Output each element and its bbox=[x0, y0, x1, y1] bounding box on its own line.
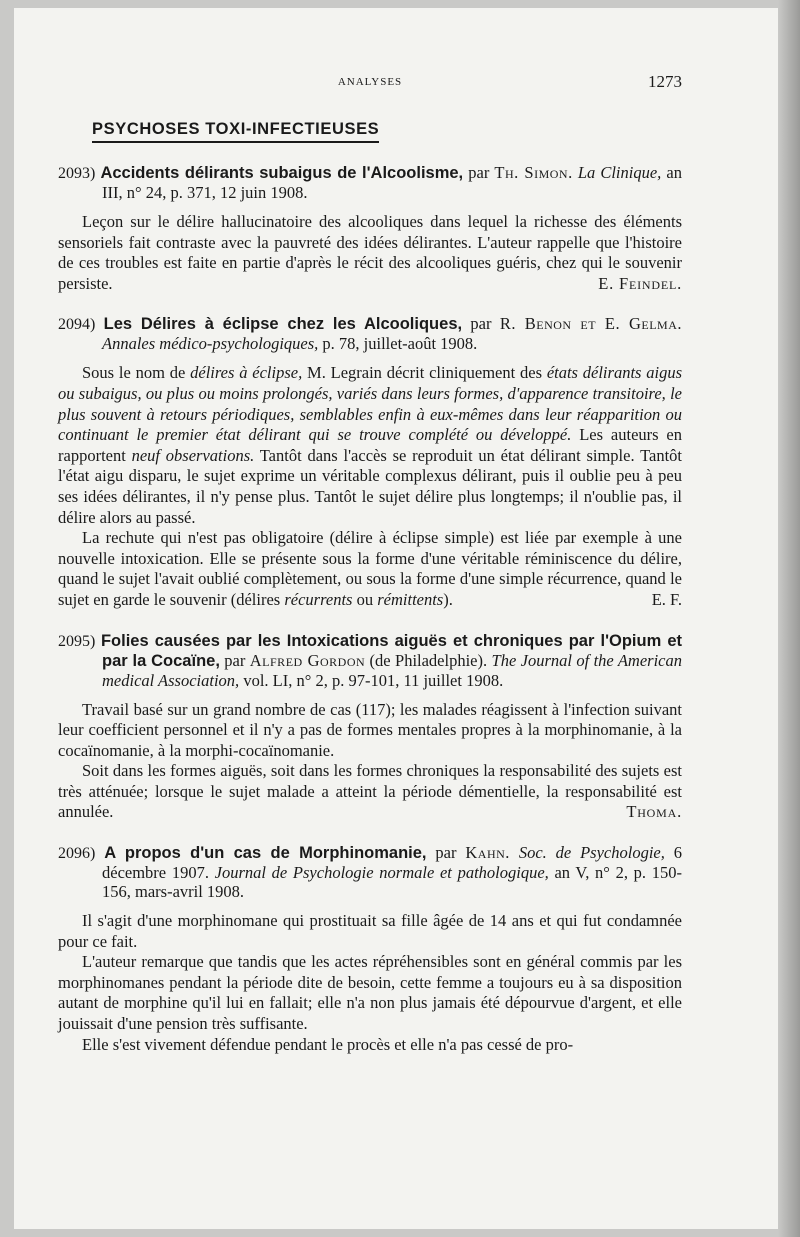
entry-paragraph: L'auteur remarque que tandis que les actes répréhensibles sont en général commis par les morphinomanes pendant la période dite de besoin, cette femme a toujours eu à sa disposition autant de morphine qu'il lui en fallait; elle n'a non plus jamais été dépourvue d'argent, et elle jouissait d'une pension très suffisante. bbox=[58, 952, 682, 1034]
page-content bbox=[58, 72, 682, 1055]
entry-source-details: vol. LI, n° 2, p. 97-101, 11 juillet 1908. bbox=[239, 670, 504, 690]
entry-number: 2093) bbox=[58, 165, 96, 182]
entry-paragraph bbox=[58, 528, 682, 610]
entry-author: Kahn. bbox=[465, 843, 510, 863]
par-word: par bbox=[462, 314, 500, 334]
abstract-entry bbox=[58, 163, 682, 294]
italic-run: délires à éclipse, bbox=[190, 363, 303, 383]
entry-paragraph bbox=[58, 212, 682, 294]
entry-heading bbox=[58, 163, 682, 202]
entry-author: R. Benon et E. Gelma. bbox=[499, 314, 682, 334]
italic-run: neuf observations. bbox=[131, 445, 255, 465]
entry-author: Alfred Gordon bbox=[249, 650, 366, 670]
entry-paragraph: Elle s'est vivement défendue pendant le procès et elle n'a pas cessé de pro- bbox=[82, 1034, 574, 1054]
entry-title: A propos d'un cas de Morphinomanie, bbox=[104, 844, 427, 863]
entry-signature: Thoma. bbox=[626, 802, 682, 822]
entry-signature: E. F. bbox=[651, 589, 682, 609]
entry-number: 2096) bbox=[58, 845, 96, 863]
entry-heading bbox=[58, 631, 682, 690]
entry-number: 2095) bbox=[58, 632, 96, 650]
text-run: Sous le nom de bbox=[82, 363, 191, 383]
entry-paragraph bbox=[58, 761, 682, 823]
entry-source-journal-details: an V, n° 2, p. 150-156, mars-avril 1908. bbox=[102, 863, 682, 902]
entry-heading bbox=[58, 314, 682, 353]
entry-paragraph: Il s'agit d'une morphinomane qui prostituait sa fille âgée de 14 ans et qui fut condamnée pour ce fait. bbox=[58, 911, 682, 951]
italic-run: états délirants aigus ou subaigus, ou plus ou moins prolongés, variés dans leurs formes, d'apparence transitoire, le plus souvent à retours périodiques, semblables enfin à eux-mêmes dans leur réapparition ou continuant le premier état délirant qui se trouve complété ou développé. bbox=[58, 363, 682, 445]
entry-author: Th. Simon. bbox=[494, 163, 573, 182]
entry-signature: E. Feindel. bbox=[598, 273, 682, 293]
text-run: La rechute qui n'est pas obligatoire (délire à éclipse simple) est liée par exemple à une nouvelle intoxication. Elle se présente sous la forme d'une véritable réminiscence du délire, quand le sujet l'avait oublié complètement, ou sous la forme d'une simple récurrence, quand le sujet en garde le souvenir (délires bbox=[58, 528, 682, 609]
text-run: M. Legrain décrit cliniquement des bbox=[302, 363, 547, 383]
section-title: PSYCHOSES TOXI-INFECTIEUSES bbox=[92, 120, 379, 143]
par-word: par bbox=[426, 843, 466, 863]
text-run: Les auteurs en rapportent bbox=[58, 425, 683, 465]
par-word: par bbox=[463, 163, 495, 182]
paragraph-text: Leçon sur le délire hallucinatoire des alcooliques dans lequel la richesse des éléments sensoriels fait contraste avec la pauvreté des idées délirantes. L'auteur rappelle que l'histoire de ces troubles est faite en partie d'après le récit des alcooliques guéris, chez qui le souvenir persiste. bbox=[58, 212, 682, 293]
entry-paragraph: Travail basé sur un grand nombre de cas (117); les malades réagissent à l'infection suivant leur coefficient personnel et il n'y a pas de formes mentales propres à la morphinomanie, à la cocaïnomanie, à la morphi-cocaïnomanie. bbox=[58, 699, 682, 760]
entry-source-details: an III, n° 24, p. 371, 12 juin 1908. bbox=[102, 163, 682, 202]
entry-author-affiliation: (de Philadelphie). bbox=[365, 650, 492, 670]
abstract-entry bbox=[58, 843, 682, 1055]
text-run: Tantôt dans l'accès se reproduit un état délirant simple. Tantôt l'état aigu disparu, le sujet exprime un véritable complexus délirant, puis il oublie peu à peu ses idées délirantes, il n'y pense plus. Tantôt le sujet délire plus longtemps; il n'oublie pas, il délire alors au passé. bbox=[58, 445, 682, 527]
entry-source: La Clinique, bbox=[577, 163, 662, 182]
text-run: ). bbox=[443, 589, 453, 609]
entry-source-details: p. 78, juillet-août 1908. bbox=[318, 334, 478, 354]
entry-number: 2094) bbox=[58, 316, 96, 334]
entry-title: Folies causées par les Intoxications aiguës et chroniques par l'Opium et par la Cocaïne, bbox=[100, 631, 683, 670]
paragraph-text: Soit dans les formes aiguës, soit dans les formes chroniques la responsabilité des sujets est très atténuée; lorsque le sujet malade a atteint la période démentielle, la responsabilité est annulée. bbox=[58, 761, 682, 822]
abstract-entry bbox=[58, 631, 682, 824]
entry-source: The Journal of the American medical Association, bbox=[102, 650, 682, 690]
par-word: par bbox=[219, 650, 250, 670]
entry-source: Soc. de Psychologie, bbox=[518, 843, 665, 863]
italic-run: rémittents bbox=[377, 589, 444, 609]
entry-source: Annales médico-psychologiques, bbox=[102, 334, 319, 354]
entry-title: Les Délires à éclipse chez les Alcooliques, bbox=[103, 315, 463, 334]
text-run: ou bbox=[352, 589, 378, 609]
abstract-entry bbox=[58, 314, 682, 610]
italic-run: récurrents bbox=[284, 589, 353, 609]
entry-source-details: 6 décembre 1907. bbox=[102, 843, 683, 883]
entry-paragraph bbox=[58, 363, 682, 528]
entry-source-journal: Journal de Psychologie normale et pathologique, bbox=[214, 863, 549, 883]
page-number: 1273 bbox=[648, 72, 682, 91]
separator bbox=[510, 843, 519, 862]
running-head-title: ANALYSES bbox=[337, 76, 403, 88]
running-head bbox=[58, 72, 682, 98]
page-edge-shadow bbox=[778, 0, 800, 1237]
entry-title: Accidents délirants subaigus de l'Alcoolisme, bbox=[100, 164, 464, 182]
entry-heading bbox=[58, 843, 682, 901]
